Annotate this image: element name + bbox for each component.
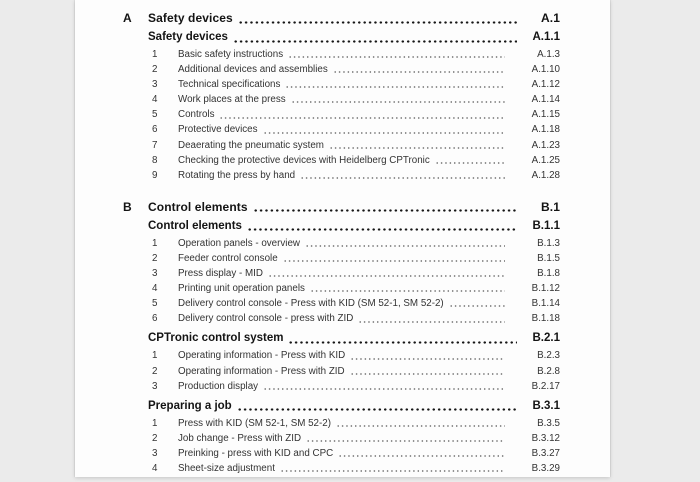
group-page-number: B.1.1 — [532, 219, 560, 232]
group-page-number: B.2.1 — [532, 332, 560, 345]
dot-leader — [219, 107, 505, 122]
item-page-number: B.1.18 — [531, 313, 560, 325]
group-title: Control elements — [148, 219, 242, 232]
dot-leader — [237, 397, 517, 416]
item-number: 1 — [152, 417, 158, 429]
item-number: 4 — [152, 94, 158, 106]
dot-leader — [233, 28, 517, 47]
item-number: 7 — [152, 139, 158, 151]
item-title: Checking the protective devices with Heidelberg CPTronic — [178, 154, 430, 166]
dot-leader — [288, 329, 517, 348]
group-page-number: A.1.1 — [532, 31, 560, 43]
item-title: Work places at the press — [178, 94, 286, 106]
item-page-number: B.1.5 — [537, 252, 560, 264]
toc-item-row — [75, 47, 610, 62]
item-title: Operating information - Press with ZID — [178, 365, 345, 377]
item-page-number: B.3.29 — [531, 462, 560, 474]
toc-item-row — [75, 236, 610, 251]
item-page-number: A.1.14 — [531, 94, 560, 106]
item-title: Production display — [178, 380, 259, 392]
item-title: Rotating the press by hand — [178, 169, 296, 181]
section-title: Safety devices — [148, 11, 233, 25]
section-letter: A — [123, 11, 132, 25]
item-page-number: B.1.3 — [537, 237, 560, 249]
dot-leader — [329, 138, 505, 153]
item-number: 2 — [152, 64, 158, 76]
item-page-number: A.1.23 — [531, 139, 560, 151]
toc-group-row — [75, 217, 610, 236]
dot-leader — [300, 168, 505, 183]
item-page-number: A.1.25 — [531, 154, 560, 166]
item-title: Controls — [178, 109, 215, 121]
dot-leader — [247, 217, 517, 236]
dot-leader — [280, 461, 505, 476]
item-number: 9 — [152, 169, 158, 181]
toc-item-row — [75, 122, 610, 137]
item-number: 1 — [152, 350, 158, 362]
item-number: 3 — [152, 380, 158, 392]
dot-leader — [283, 251, 505, 266]
dot-leader — [238, 8, 517, 28]
group-title: Safety devices — [148, 31, 228, 43]
item-number: 4 — [152, 462, 158, 474]
item-title: Operating information - Press with KID — [178, 350, 346, 362]
item-page-number: A.1.12 — [531, 79, 560, 91]
item-title: Sheet-size adjustment — [178, 462, 275, 474]
item-title: Deaerating the pneumatic system — [178, 139, 324, 151]
item-number: 6 — [152, 124, 158, 136]
item-title: Technical specifications — [178, 79, 281, 91]
item-title: Preinking - press with KID and CPC — [178, 447, 334, 459]
item-title: Operation panels - overview — [178, 237, 300, 249]
item-page-number: A.1.3 — [537, 49, 560, 60]
toc-item-row — [75, 364, 610, 379]
document-page — [75, 0, 610, 477]
toc-section-row — [75, 197, 610, 217]
toc-item-row — [75, 251, 610, 266]
item-number: 3 — [152, 79, 158, 91]
item-number: 3 — [152, 447, 158, 459]
item-number: 8 — [152, 154, 158, 166]
item-title: Press with KID (SM 52-1, SM 52-2) — [178, 417, 331, 429]
item-page-number: B.2.3 — [537, 350, 560, 362]
item-title: Printing unit operation panels — [178, 283, 305, 295]
item-number: 2 — [152, 252, 158, 264]
item-title: Protective devices — [178, 124, 258, 136]
group-title: Preparing a job — [148, 399, 232, 412]
item-page-number: B.1.14 — [531, 298, 560, 310]
toc-item-row — [75, 296, 610, 311]
dot-leader — [306, 431, 505, 446]
item-page-number: B.3.27 — [531, 447, 560, 459]
dot-leader — [305, 236, 505, 251]
item-number: 4 — [152, 283, 158, 295]
item-page-number: B.1.8 — [537, 268, 560, 280]
item-number: 5 — [152, 298, 158, 310]
toc-item-row — [75, 311, 610, 326]
dot-leader — [358, 311, 505, 326]
toc-item-row — [75, 379, 610, 394]
dot-leader — [350, 348, 505, 363]
toc-item-row — [75, 446, 610, 461]
toc-item-row — [75, 281, 610, 296]
toc-item-row — [75, 461, 610, 476]
section-page-number: B.1 — [541, 199, 560, 214]
item-page-number: B.2.17 — [531, 380, 560, 392]
dot-leader — [333, 62, 505, 77]
item-number: 6 — [152, 313, 158, 325]
item-page-number: A.1.15 — [531, 109, 560, 121]
group-title: CPTronic control system — [148, 332, 284, 345]
dot-leader — [285, 77, 505, 92]
toc-item-row — [75, 138, 610, 153]
item-title: Delivery control console - press with ZID — [178, 313, 354, 325]
dot-leader — [253, 197, 517, 217]
item-title: Press display - MID — [178, 268, 263, 280]
item-page-number: A.1.28 — [531, 169, 560, 181]
toc-item-row — [75, 416, 610, 431]
toc-item-row — [75, 77, 610, 92]
dot-leader — [288, 47, 505, 62]
item-title: Delivery control console - Press with KID (SM 52-1, SM 52-2) — [178, 298, 444, 310]
dot-leader — [268, 266, 505, 281]
item-page-number: B.2.8 — [537, 365, 560, 377]
item-number: 2 — [152, 365, 158, 377]
section-letter: B — [123, 199, 132, 214]
toc-group-row — [75, 397, 610, 416]
item-number: 1 — [152, 49, 158, 60]
toc-item-row — [75, 168, 610, 183]
item-title: Additional devices and assemblies — [178, 64, 328, 76]
dot-leader — [263, 122, 506, 137]
toc-item-row — [75, 266, 610, 281]
toc-item-row — [75, 62, 610, 77]
item-page-number: A.1.18 — [531, 124, 560, 136]
section-page-number: A.1 — [541, 11, 560, 25]
dot-leader — [350, 364, 505, 379]
item-title: Feeder control console — [178, 252, 278, 264]
group-page-number: B.3.1 — [532, 399, 560, 412]
toc-group-row — [75, 329, 610, 348]
toc-item-row — [75, 92, 610, 107]
dot-leader — [291, 92, 505, 107]
item-title: Job change - Press with ZID — [178, 432, 302, 444]
item-number: 3 — [152, 268, 158, 280]
toc-item-row — [75, 348, 610, 363]
dot-leader — [310, 281, 505, 296]
section-title: Control elements — [148, 199, 248, 214]
table-of-contents — [75, 0, 610, 476]
item-page-number: B.1.12 — [531, 283, 560, 295]
dot-leader — [336, 416, 505, 431]
toc-item-row — [75, 153, 610, 168]
item-page-number: A.1.10 — [531, 64, 560, 76]
item-title: Basic safety instructions — [178, 49, 284, 60]
toc-item-row — [75, 431, 610, 446]
item-page-number: B.3.12 — [531, 432, 560, 444]
item-number: 2 — [152, 432, 158, 444]
toc-item-row — [75, 107, 610, 122]
item-number: 5 — [152, 109, 158, 121]
dot-leader — [263, 379, 505, 394]
dot-leader — [435, 153, 505, 168]
item-number: 1 — [152, 237, 158, 249]
item-page-number: B.3.5 — [537, 417, 560, 429]
dot-leader — [338, 446, 505, 461]
toc-group-row — [75, 28, 610, 47]
dot-leader — [449, 296, 505, 311]
toc-section-row — [75, 8, 610, 28]
